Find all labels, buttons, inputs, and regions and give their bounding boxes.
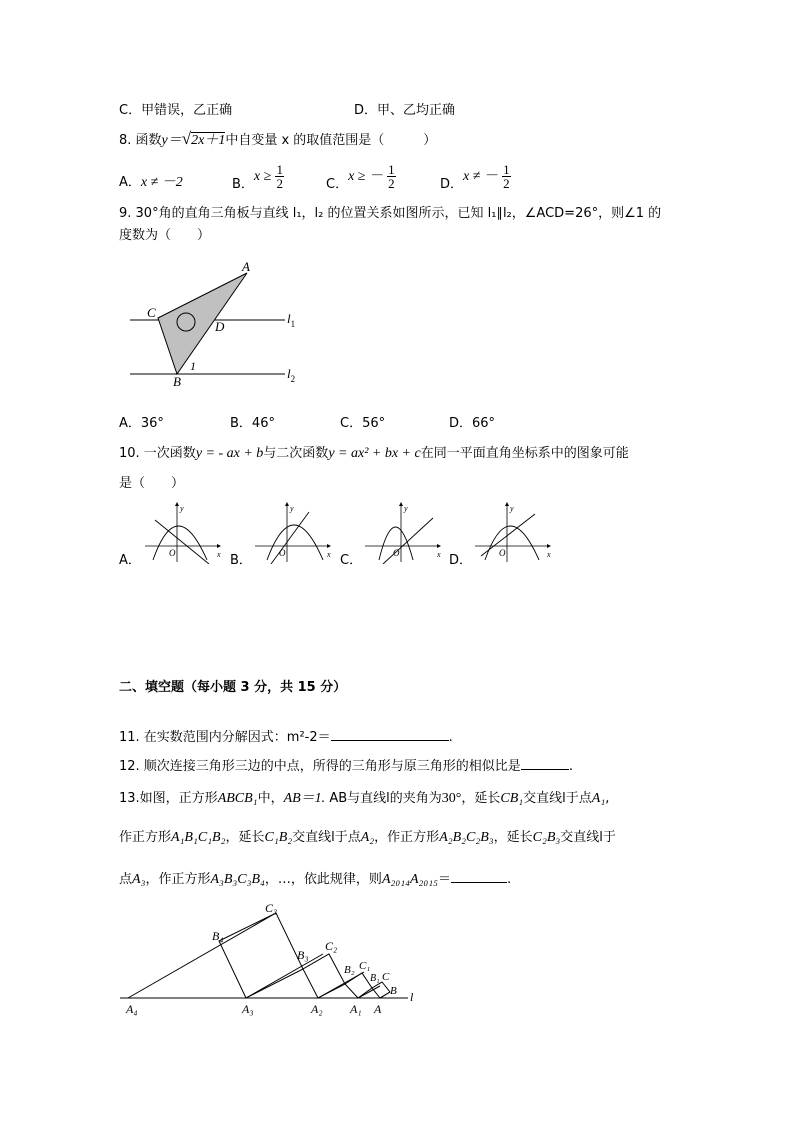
q13-line1 (119, 787, 609, 807)
q9-label-B: B (173, 374, 181, 389)
q13-text-f: , (605, 791, 610, 806)
section-2-title: 二、填空题（每小题 3 分，共 15 分） (119, 680, 347, 695)
q8-option-d-expr: x ≠ － (463, 169, 498, 184)
q13-label-A2: A₂ (311, 1002, 323, 1016)
q8-option-d-label: D． (440, 177, 464, 192)
q10-suffix: 在同一平面直角坐标系中的图象可能 (420, 446, 629, 461)
q8-option-c (326, 163, 396, 192)
q13-a1: A₁ (591, 791, 606, 806)
q8-option-b-fraction: $\frac{1}{2}$ (276, 162, 283, 191)
q8-prefix: 8. 函数 (119, 133, 162, 148)
q13-target-segment: A₂₀₁₄A₂₀₁₅ (381, 872, 438, 887)
q13-label-A: A (374, 1002, 382, 1016)
q8-stem (119, 129, 436, 149)
q9-label-C: C (147, 305, 156, 320)
q13-a3: A₃ (132, 872, 146, 887)
q13-text-l: 交直线l于 (560, 830, 616, 845)
q13-text-i: 交直线l于点 (292, 830, 361, 845)
q11-end: . (448, 730, 453, 745)
svg-text:y: y (290, 504, 294, 513)
q10-option-d-label: D． (449, 553, 473, 568)
q10-stem-line2: 是（ ） (119, 476, 185, 491)
q13-line2 (119, 826, 616, 846)
q13-text-o: ，…，依此规律，则 (264, 872, 382, 887)
q13-square-4: A₃B₃C₃B₄ (210, 872, 265, 887)
q10-mid: 与二次函数 (263, 446, 329, 461)
q9-figure (120, 255, 320, 395)
q13-square-1: ABCB₁ (217, 791, 258, 806)
q8-sqrt-sign: √ (181, 129, 192, 148)
q13-square-3-shape (303, 954, 345, 998)
q9-option-b: B．46° (230, 416, 275, 431)
q13-answer-blank[interactable] (451, 868, 507, 883)
q7-option-d: D．甲、乙均正确 (354, 103, 456, 118)
q13-text-h: ，延长 (225, 830, 265, 845)
q13-cb1: CB₁ (500, 791, 524, 806)
q10-graph-c (363, 502, 443, 564)
q8-option-a-expr: x ≠ －2 (140, 175, 183, 190)
q13-c1b2: C₁B₂ (264, 830, 293, 845)
q13-label-B4: B₄ (212, 929, 224, 943)
q10-option-b-label: B． (230, 553, 252, 568)
q10-graph-a (143, 502, 223, 564)
q8-option-a-label: A． (119, 175, 141, 190)
q13-text-j: ，作正方形 (374, 830, 440, 845)
q10-option-c-label: C． (340, 553, 363, 568)
q13-label-C1: C₁ (359, 960, 371, 972)
q8-option-d-fraction: $\frac{1}{2}$ (503, 162, 510, 191)
q13-c2b3: C₂B₃ (532, 830, 561, 845)
q8-func-lhs: y＝ (161, 133, 182, 148)
q13-square-1-shape (372, 982, 390, 998)
q13-label-A3: A₃ (242, 1002, 254, 1016)
svg-text:O: O (279, 548, 286, 558)
q9-label-D: D (215, 319, 225, 334)
q7-option-c: C．甲错误，乙正确 (119, 103, 233, 118)
q13-text-b: 中， (257, 791, 284, 806)
q9-label-1: 1 (190, 359, 196, 373)
q13-square-4-shape (219, 913, 303, 998)
q8-option-b (232, 163, 284, 192)
q13-label-B2: B₂ (344, 964, 355, 976)
q8-option-d (440, 163, 511, 192)
q10-prefix: 10. 一次函数 (119, 446, 196, 461)
q13-label-B: B (390, 985, 397, 997)
q10-graph-b (253, 502, 333, 564)
q13-text-c: AB与直线l的夹角为 (329, 791, 442, 806)
q9-option-d: D．66° (449, 416, 496, 431)
q8-option-c-fraction: $\frac{1}{2}$ (388, 162, 395, 191)
q10-graph-d (473, 502, 553, 564)
q13-square-2: A₁B₁C₁B₂ (171, 830, 226, 845)
q13-ab-length: AB＝1. (283, 791, 326, 806)
q8-option-a (119, 171, 183, 191)
q8-option-b-label: B． (232, 177, 254, 192)
q9-triangle (158, 273, 247, 374)
q13-label-A1: A₁ (350, 1002, 362, 1016)
q11-stem (119, 726, 453, 745)
q9-label-l1: $l_1$ (287, 311, 296, 329)
q13-text-a: 13.如图，正方形 (119, 791, 218, 806)
q9-option-c: C．56° (340, 416, 386, 431)
q13-line3 (119, 868, 511, 888)
q8-option-c-label: C． (326, 177, 349, 192)
q10-option-a-label: A． (119, 553, 141, 568)
q8-suffix: 中自变量 x 的取值范围是（ ） (225, 133, 437, 148)
q13-label-C: C (382, 971, 390, 983)
q13-label-B3: B₃ (297, 948, 309, 962)
svg-text:O: O (169, 548, 176, 558)
svg-text:y: y (510, 504, 514, 513)
q13-label-l: l (410, 990, 414, 1004)
q8-option-c-expr: x ≥ － (348, 169, 383, 184)
q12-stem (119, 755, 573, 774)
q12-end: . (568, 759, 573, 774)
q13-label-A4: A₄ (126, 1002, 138, 1016)
q9-stem-line2: 度数为（ ） (119, 228, 211, 243)
q13-figure (118, 900, 428, 1020)
q13-end: . (507, 872, 512, 887)
q9-stem-line1: 9. 30°角的直角三角板与直线 l₁，l₂ 的位置关系如图所示，已知 l₁∥l₂，∠ACD=26°，则∠1 的 (119, 206, 662, 221)
svg-text:x: x (437, 550, 441, 559)
svg-text:y: y (180, 504, 184, 513)
q10-linear: y = - ax + b (195, 446, 264, 461)
svg-text:O: O (393, 548, 400, 558)
q11-text: 11. 在实数范围内分解因式：m²-2＝ (119, 730, 331, 745)
q13-text-e: 交直线l于点 (523, 791, 592, 806)
svg-text:O: O (499, 548, 506, 558)
q13-angle: 30° (441, 791, 462, 806)
q10-quadratic: y = ax² + bx + c (328, 446, 421, 461)
svg-text:x: x (547, 550, 551, 559)
q8-radicand: 2x＋1 (191, 133, 226, 148)
q13-label-C3: C₃ (265, 901, 278, 915)
svg-text:x: x (217, 550, 221, 559)
svg-text:y: y (404, 504, 408, 513)
svg-text:x: x (327, 550, 331, 559)
q9-label-l2: $l_2$ (287, 366, 296, 384)
q13-text-n: ，作正方形 (145, 872, 211, 887)
q13-equals: ＝ (437, 872, 451, 887)
q9-option-a: A．36° (119, 416, 164, 431)
q13-label-B1: B₁ (370, 973, 380, 984)
q13-square-2-shape (345, 973, 372, 998)
q13-text-d: ，延长 (461, 791, 501, 806)
q10-stem-line1 (119, 442, 629, 462)
q13-label-C2: C₂ (325, 939, 338, 953)
q13-text-k: ，延长 (493, 830, 533, 845)
q12-answer-blank[interactable] (521, 755, 569, 770)
q13-text-g: 作正方形 (119, 830, 172, 845)
q13-text-m: 点 (119, 872, 133, 887)
q9-label-A: A (242, 259, 250, 274)
q8-option-b-expr: x ≥ (253, 169, 272, 184)
q13-square-3: A₂B₂C₂B₃ (439, 830, 494, 845)
q13-a2: A₂ (360, 830, 375, 845)
q12-text: 12. 顺次连接三角形三边的中点，所得的三角形与原三角形的相似比是 (119, 759, 521, 774)
q11-answer-blank[interactable] (331, 726, 449, 741)
